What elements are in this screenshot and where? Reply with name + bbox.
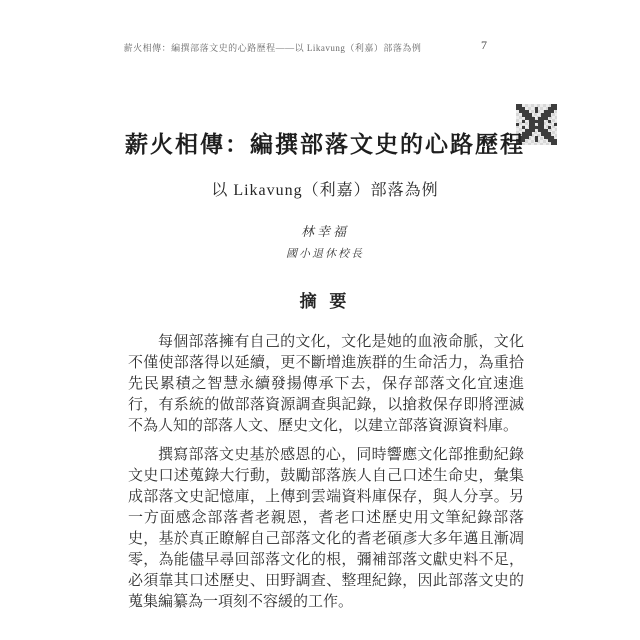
paper-title: 薪火相傳：編撰部落文史的心路歷程 xyxy=(125,132,525,157)
abstract-paragraph-1: 每個部落擁有自己的文化，文化是她的血液命脈，文化不僅使部落得以延續，更不斷增進族群的生命活力，為重拾先民累積之智慧永續發揚傳承下去，保存部落文化宜速進行，有系統的做部落資源調查與記錄，以搶救保存即將湮滅不為人知的部落人文、歷史文化，以建立部落資源資料庫。 xyxy=(128,334,524,434)
running-head: 薪火相傳：編撰部落文史的心路歷程——以 Likavung（利嘉）部落為例 xyxy=(123,43,422,53)
author-name: 林幸福 xyxy=(300,224,349,239)
abstract-paragraph-2: 撰寫部落文史基於感恩的心，同時響應文化部推動紀錄文史口述蒐錄大行動，鼓勵部落族人自己口述生命史，彙集成部落文史記憶庫，上傳到雲端資料庫保存，與人分享。另一方面感念部落耆老親恩，耆老口述歷史用文筆紀錄部落史，基於真正瞭解自己部落文化的耆老碩彥大多年邁且漸凋零，為能儘早尋回部落文化的根，彌補部落文獻史料不足，必須靠其口述歷史、田野調查、整理紀錄，因此部落文史的蒐集編纂為一項刻不容緩的工作。 xyxy=(128,447,524,610)
page-number: 7 xyxy=(481,38,487,52)
abstract-heading: 摘 要 xyxy=(299,292,351,311)
abstract-body xyxy=(128,332,524,613)
paper-subtitle: 以 Likavung（利嘉）部落為例 xyxy=(211,182,439,199)
author-affiliation: 國小退休校長 xyxy=(286,248,364,260)
